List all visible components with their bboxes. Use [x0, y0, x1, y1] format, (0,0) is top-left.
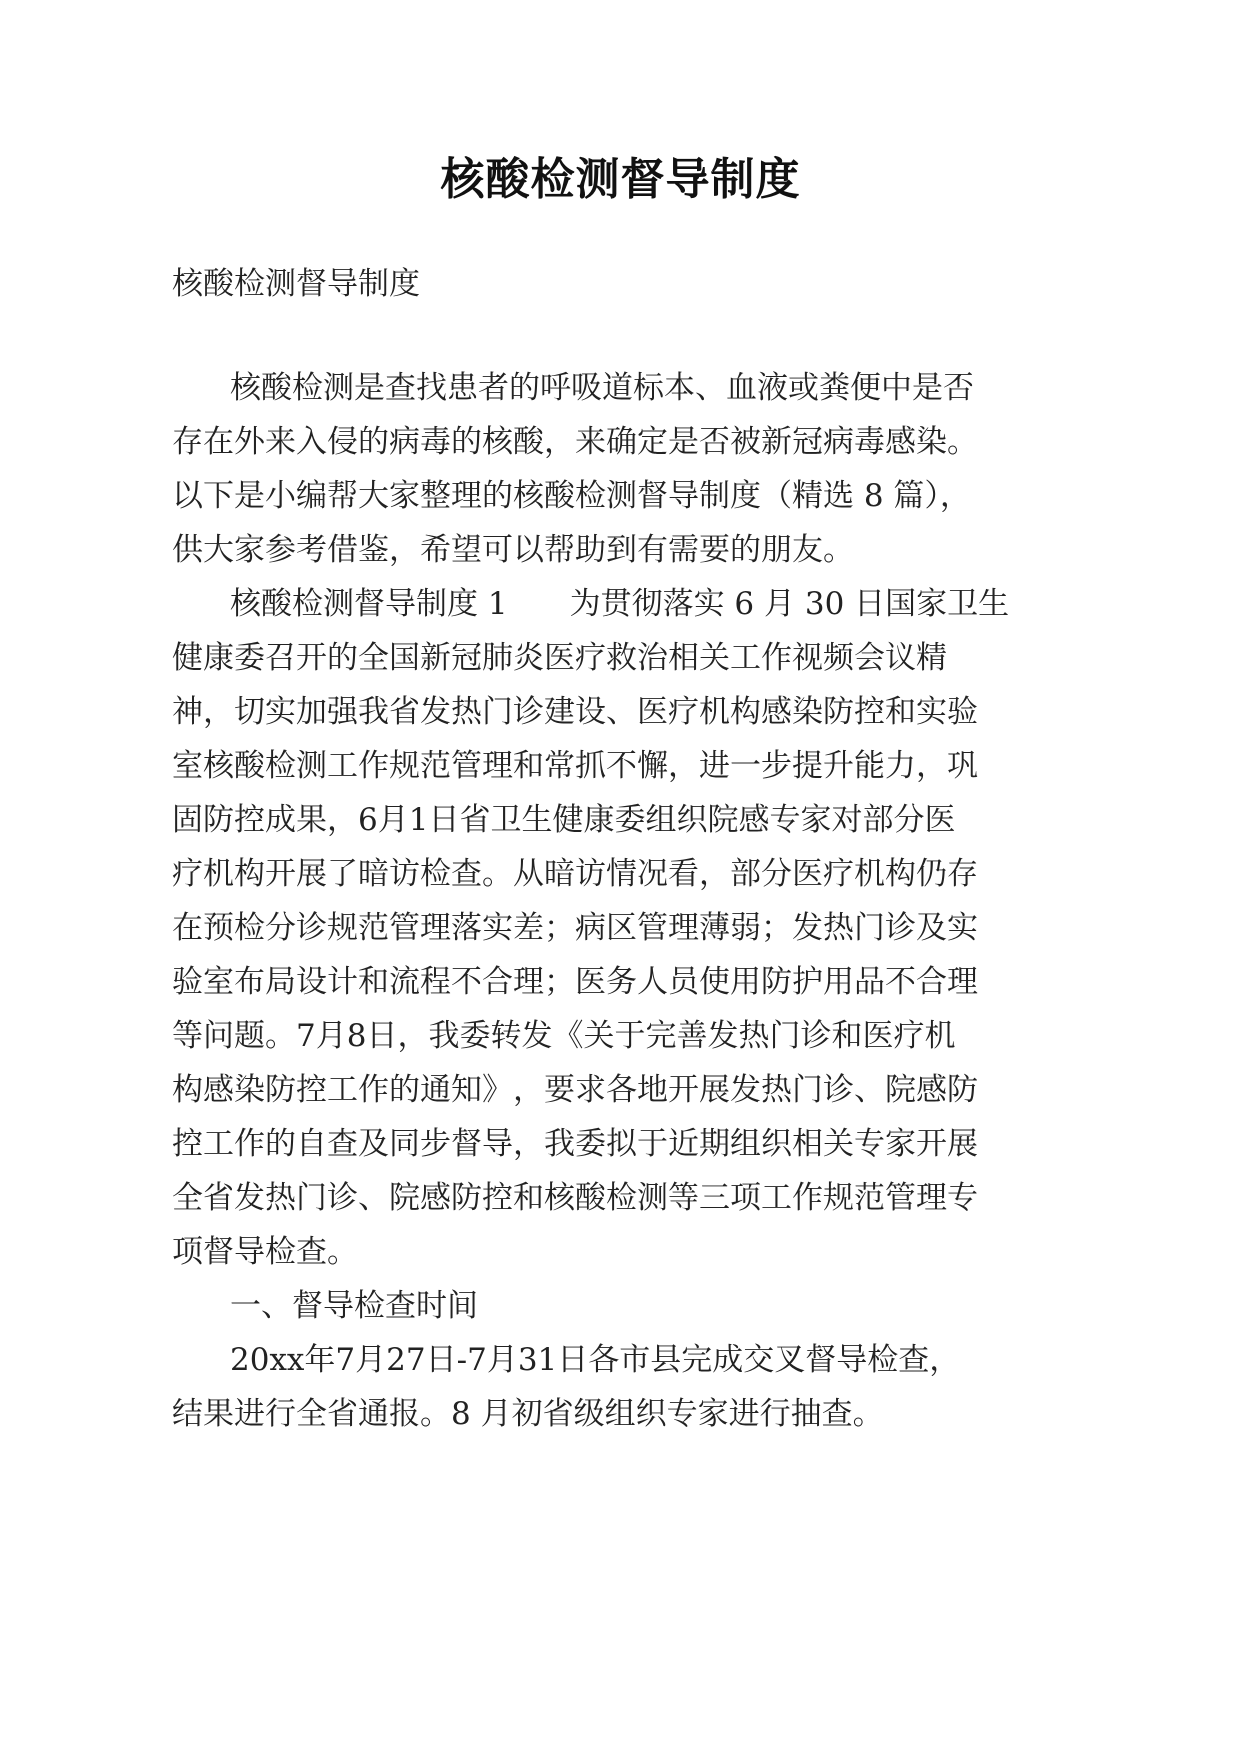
paragraph-line: 控 工 作 的 自 查 及 同 步 督 导 ， 我 委 拟 于 近 期 组 织 相 关 专 家 开 展 — [172, 1126, 978, 1162]
paragraph-line: 结果进行全省通报。8 月初省级组织专家进行抽查。 — [172, 1396, 884, 1432]
document-title: 核酸检测督导制度 — [440, 154, 801, 205]
paragraph-line: 在 预 检 分 诊 规 范 管 理 落 实 差 ； 病 区 管 理 薄 弱 ； 发 热 门 诊 及 实 — [172, 910, 978, 946]
paragraph-line: 神 ， 切 实 加 强 我 省 发 热 门 诊 建 设 、 医 疗 机 构 感 染 防 控 和 实 验 — [172, 694, 978, 730]
paragraph-line: 全 省 发 热 门 诊 、 院 感 防 控 和 核 酸 检 测 等 三 项 工 作 规 范 管 理 专 — [172, 1180, 978, 1216]
paragraph-line: 核 酸 检 测 是 查 找 患 者 的 呼 吸 道 标 本 、 血 液 或 粪 便 中 是 否 — [230, 370, 974, 406]
paragraph-line: 室 核 酸 检 测 工 作 规 范 管 理 和 常 抓 不 懈 ， 进 一 步 提 升 能 力 ， 巩 — [172, 748, 978, 784]
paragraph-line: 以下是小编帮大家整理的核酸检测督导制度（精选 8 篇）， — [172, 478, 971, 514]
paragraph-line: 项督导检查。 — [172, 1234, 358, 1270]
paragraph-line: 核酸检测督导制度 1 为贯彻落实 6 月 30 日国家卫生 — [230, 586, 1010, 622]
paragraph-line: 供大家参考借鉴，希望可以帮助到有需要的朋友。 — [172, 532, 854, 568]
section-heading: 一、督导检查时间 — [230, 1288, 478, 1324]
document-subtitle: 核酸检测督导制度 — [172, 266, 420, 302]
paragraph-line: 疗 机 构 开 展 了 暗 访 检 查 。 从 暗 访 情 况 看 ， 部 分 医 疗 机 构 仍 存 — [172, 856, 978, 892]
paragraph-line: 构 感 染 防 控 工 作 的 通 知 》 ， 要 求 各 地 开 展 发 热 门 诊 、 院 感 防 — [172, 1072, 978, 1108]
paragraph-line: 固 防 控 成 果 ， 6 月 1 日 省 卫 生 健 康 委 组 织 院 感 专 家 对 部 分 医 — [172, 802, 956, 838]
paragraph-line: 验 室 布 局 设 计 和 流 程 不 合 理 ； 医 务 人 员 使 用 防 护 用 品 不 合 理 — [172, 964, 978, 1000]
paragraph-line: 20xx 年 7 月 27 日 -7 月 31 日 各 市 县 完 成 交 叉 督 导 检 查 ， — [230, 1342, 961, 1378]
paragraph-line: 存 在 外 来 入 侵 的 病 毒 的 核 酸 ， 来 确 定 是 否 被 新 冠 病 毒 感 染 。 — [172, 424, 978, 460]
paragraph-line: 健 康 委 召 开 的 全 国 新 冠 肺 炎 医 疗 救 治 相 关 工 作 视 频 会 议 精 — [172, 640, 947, 676]
paragraph-line: 等 问 题 。 7 月 8 日 ， 我 委 转 发 《 关 于 完 善 发 热 门 诊 和 医 疗 机 — [172, 1018, 956, 1054]
